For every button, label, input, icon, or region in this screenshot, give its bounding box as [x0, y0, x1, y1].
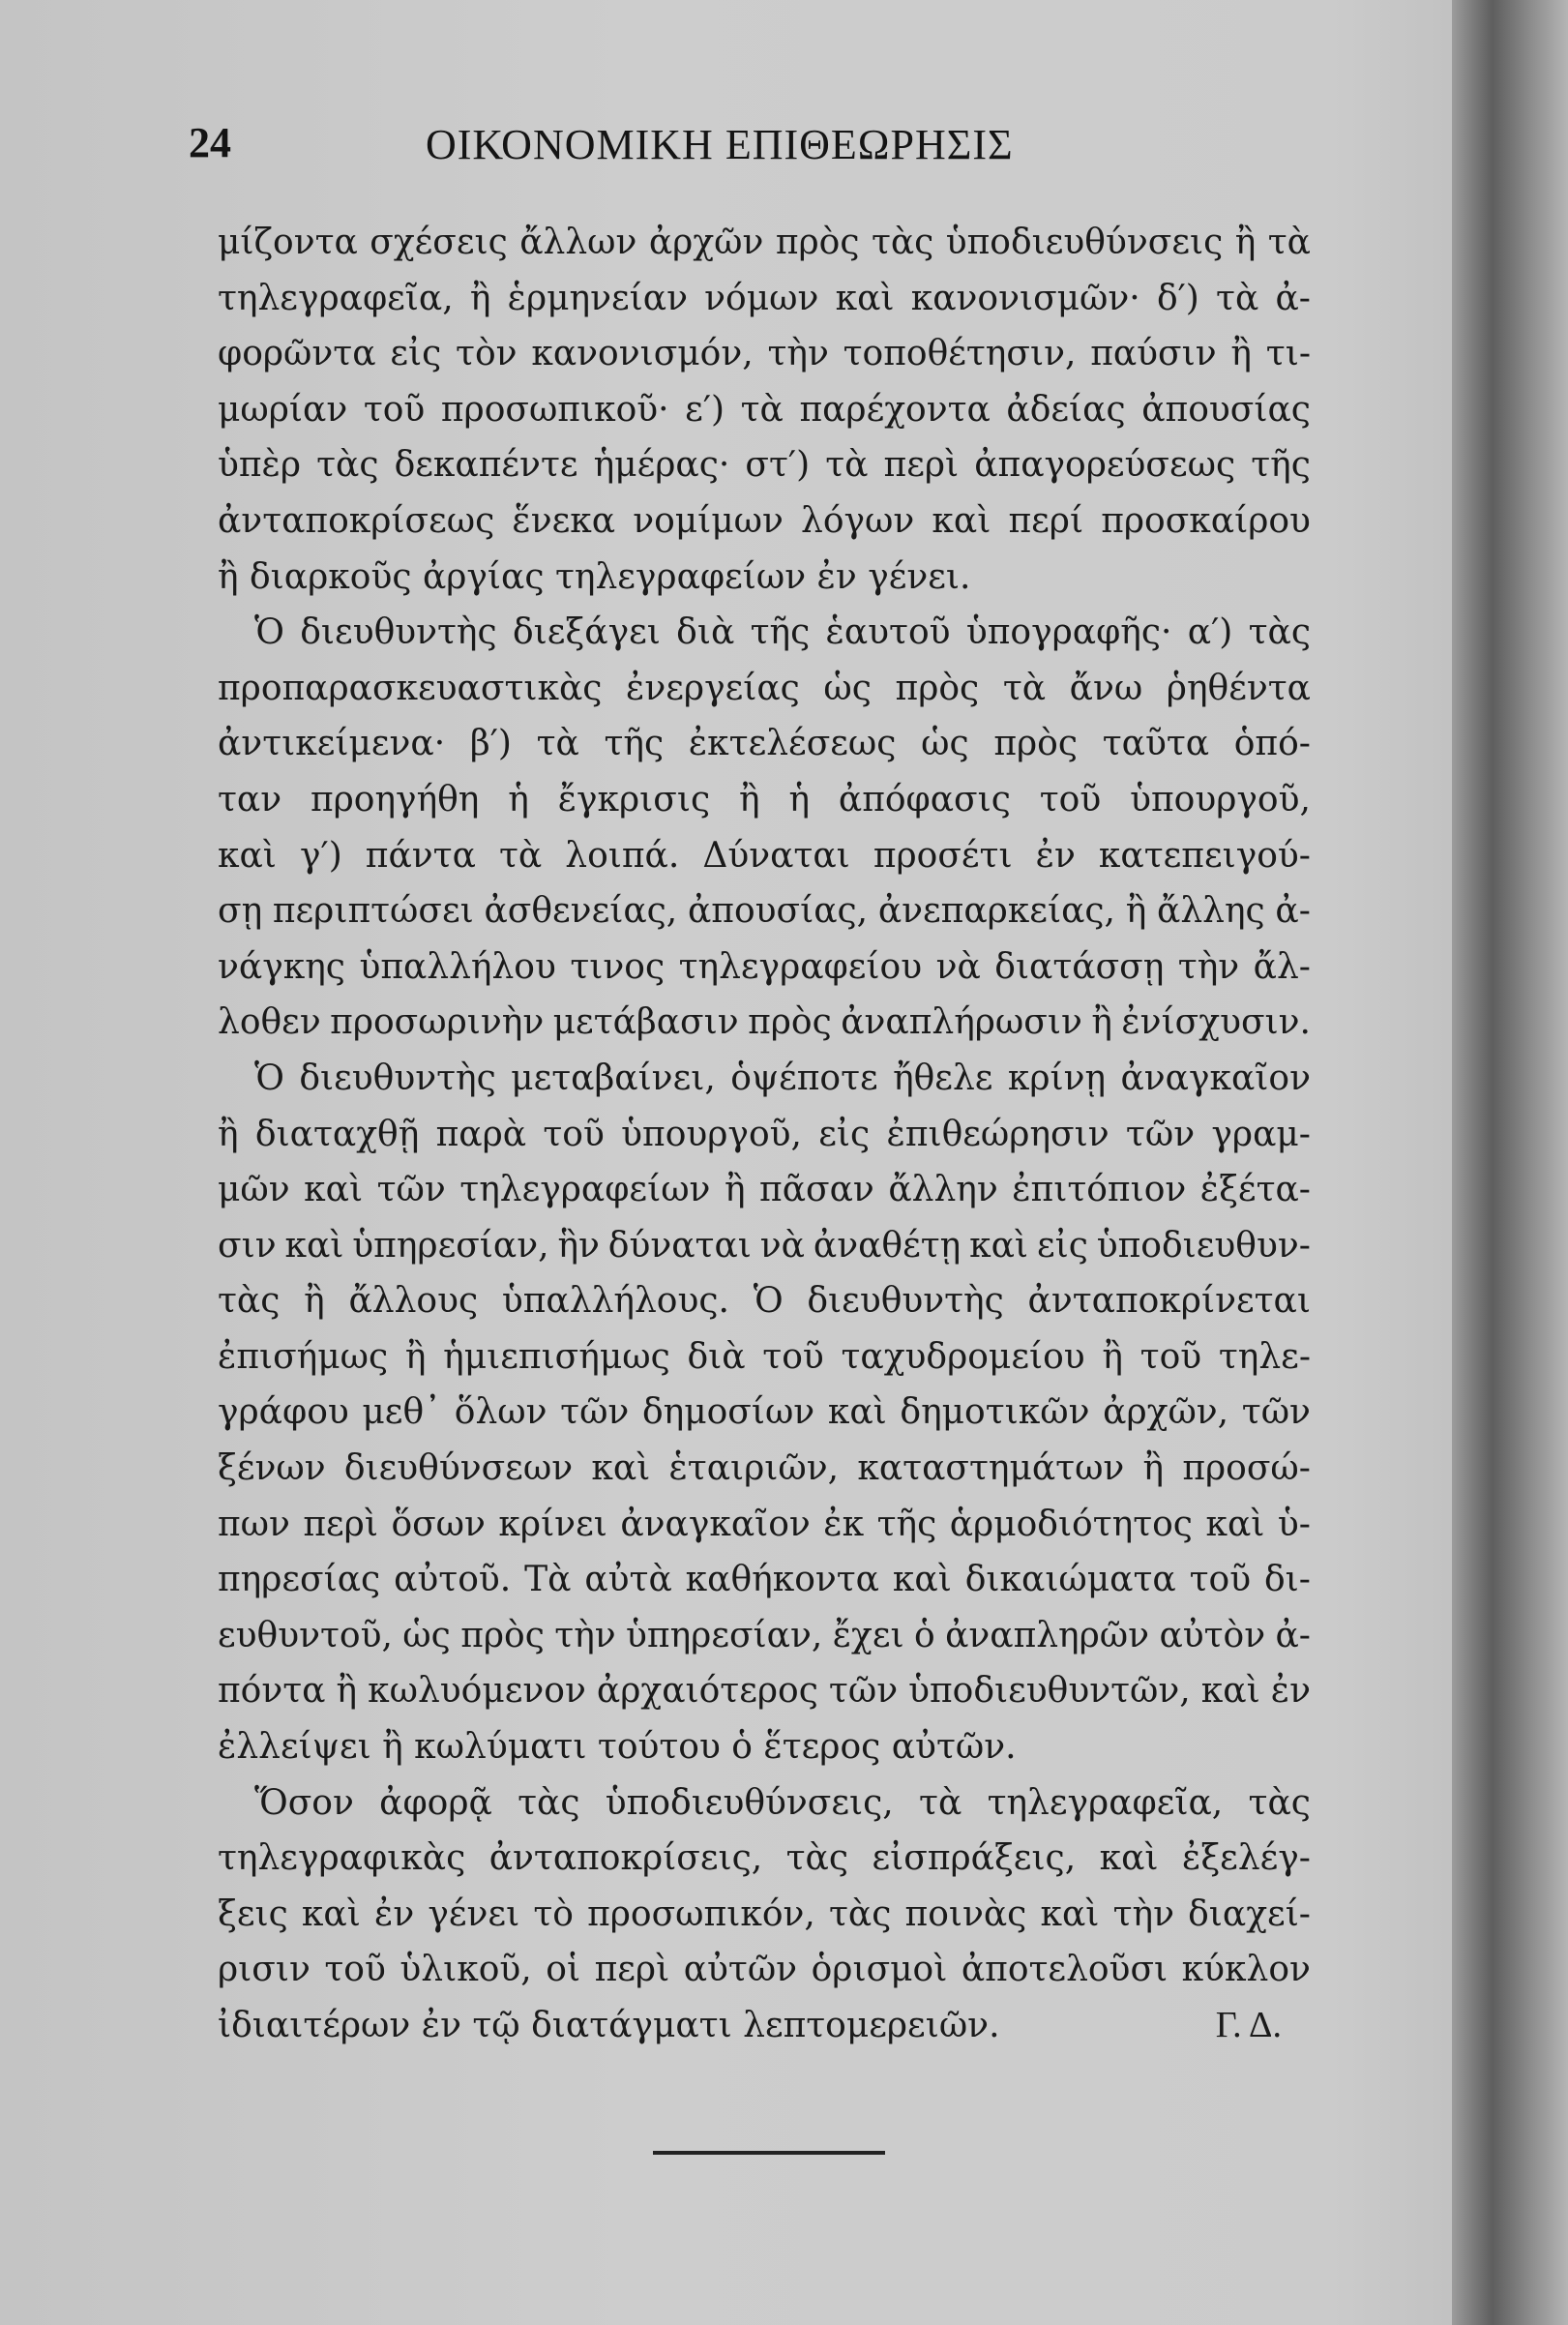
- word: κύκλον: [1181, 1950, 1311, 1990]
- word: ταν: [218, 779, 282, 820]
- text-line: [218, 939, 1311, 996]
- word: ευθυντοῦ,: [218, 1615, 393, 1655]
- word: περὶ: [303, 1504, 378, 1544]
- word: ὑπηρεσίαν,: [352, 1225, 549, 1266]
- word: ἄλλην: [888, 1170, 998, 1210]
- word: δεκαπέντε: [394, 445, 578, 486]
- word: ὡς: [921, 724, 969, 764]
- text-line: [218, 382, 1311, 438]
- word: σῃ: [218, 891, 263, 932]
- word: ξεις: [218, 1893, 288, 1934]
- word: πρὸς: [460, 1615, 545, 1655]
- word: τὸ: [533, 1893, 574, 1934]
- word: ἢ: [404, 1336, 427, 1377]
- word: ἡμιεπισήμως: [443, 1336, 670, 1377]
- word: α′): [1187, 612, 1233, 653]
- word: ἢ: [1102, 1336, 1123, 1377]
- word: ὑλικοῦ,: [399, 1950, 532, 1990]
- word: δημοτικῶν: [900, 1392, 1090, 1433]
- word: Ὁ: [753, 1281, 784, 1322]
- word: ἑρμηνείαν: [507, 278, 688, 318]
- word: κρίνῃ: [1007, 1058, 1107, 1098]
- word: τινος: [570, 946, 666, 987]
- word: τῶν: [376, 1170, 446, 1210]
- author-signature: Γ. Δ.: [1215, 2005, 1282, 2045]
- text-line: [218, 716, 1311, 772]
- text-line: [218, 1107, 1311, 1163]
- word: ὑπαλλήλους.: [501, 1281, 729, 1322]
- word: ἐνίσχυσιν.: [1121, 1002, 1311, 1043]
- word: ἀ-: [1275, 1615, 1311, 1655]
- word: παρέχοντα: [799, 389, 991, 430]
- word: ἕνεκα: [512, 500, 616, 541]
- word: ἀνταποκρίσεως: [218, 500, 495, 541]
- word: τὰ: [825, 445, 869, 486]
- word: κανονισμόν,: [531, 334, 754, 374]
- word: ἔχει: [832, 1615, 904, 1655]
- word: τῶν: [560, 1392, 630, 1433]
- word: τῆς: [604, 724, 665, 764]
- word: τηλεγραφεῖα,: [987, 1782, 1224, 1823]
- word: εἰς: [1036, 1225, 1088, 1266]
- word: τοῦ: [1039, 779, 1102, 820]
- word: καὶ: [1200, 1671, 1260, 1712]
- text-line: [218, 1218, 1311, 1274]
- word: διὰ: [676, 612, 735, 653]
- word: ἢ: [1230, 334, 1252, 374]
- word: αὐτοῦ.: [394, 1560, 512, 1600]
- word: τὰ: [1216, 278, 1259, 318]
- word: ἀναπλήρωσιν: [841, 1002, 1082, 1043]
- word: μῶν: [218, 1170, 290, 1210]
- word: ἀπουσίας,: [687, 891, 869, 932]
- text-line: [218, 1942, 1311, 1998]
- word: ἀσθενείας,: [484, 891, 678, 932]
- text-line: [218, 1719, 1311, 1775]
- word: καὶ: [1099, 1838, 1159, 1879]
- text-line: [218, 437, 1311, 493]
- word: ἄνω: [1069, 668, 1143, 708]
- text-line-content: ἢ διαρκοῦς ἀργίας τηλεγραφείων ἐν γένει.: [218, 556, 971, 597]
- word: ἐπιτόπιον: [1012, 1170, 1187, 1210]
- word: διαταχθῇ: [254, 1114, 420, 1154]
- word: ἀρχῶν,: [1103, 1392, 1229, 1433]
- word: μίζοντα: [218, 223, 358, 262]
- text-line: [218, 1831, 1311, 1887]
- word: καὶ: [969, 1225, 1029, 1266]
- word: ἐξέτα-: [1199, 1170, 1311, 1210]
- text-line: [218, 1385, 1311, 1441]
- word: ἢ: [218, 1114, 239, 1154]
- word: ἀναπληρῶν: [945, 1615, 1150, 1655]
- word: ποινὰς: [904, 1893, 1027, 1934]
- word: κατεπειγού-: [1098, 835, 1311, 876]
- word: καὶ: [591, 1448, 651, 1489]
- word: ἢ: [1125, 891, 1147, 932]
- word: καθήκοντα: [685, 1560, 879, 1600]
- word: τὴν: [1177, 946, 1240, 987]
- word: ἀπουσίας: [1141, 389, 1311, 430]
- word: κωλυόμενον: [368, 1671, 586, 1712]
- word: ἀναθέτῃ: [813, 1225, 962, 1266]
- word: Τὰ: [524, 1560, 572, 1600]
- word: ε′): [685, 389, 725, 430]
- word: ὑποδιευθυντῶν,: [908, 1671, 1191, 1712]
- word: δικαιώματα: [964, 1560, 1176, 1600]
- word: ἄλλους: [348, 1281, 479, 1322]
- word: δι-: [1264, 1560, 1311, 1600]
- word: διευθυντὴς: [807, 1281, 1004, 1322]
- text-line: [218, 326, 1311, 382]
- word: τὰ: [1002, 668, 1047, 708]
- word: ἀναγκαῖον: [620, 1504, 811, 1544]
- page-number: 24: [189, 119, 231, 166]
- word: ὑπογραφῆς·: [965, 612, 1172, 653]
- word: τὰς: [871, 223, 934, 262]
- word: ἐν: [374, 1893, 415, 1934]
- word: φορῶντα: [218, 334, 376, 374]
- text-line: [218, 215, 1311, 271]
- text-line: [218, 1608, 1311, 1664]
- word: καὶ: [218, 835, 277, 876]
- word: ἀδείας: [1006, 389, 1126, 430]
- word: διευθυντὴς: [300, 612, 497, 653]
- word: διαχεί-: [1188, 1893, 1311, 1934]
- word: ὑ-: [1277, 1504, 1311, 1544]
- word: ὑποδιευθυν-: [1096, 1225, 1311, 1266]
- word: τοῦ: [1189, 1560, 1252, 1600]
- text-line: [218, 271, 1311, 327]
- word: λοθεν: [218, 1002, 321, 1043]
- word: τὰ: [740, 389, 784, 430]
- word: μετάβασιν: [552, 1002, 739, 1043]
- text-line-content: ἐλλείψει ἢ κωλύματι τούτου ὁ ἕτερος αὐτῶν.: [218, 1727, 1017, 1768]
- word: τηλε-: [1218, 1336, 1311, 1377]
- word: τῶν: [1241, 1392, 1311, 1433]
- word: νάγκης: [218, 946, 345, 987]
- word: στ′): [745, 445, 811, 486]
- word: καὶ: [301, 1893, 361, 1934]
- word: κρίνει: [498, 1504, 607, 1544]
- word: καὶ: [892, 1560, 952, 1600]
- word: ἀρχαιότερος: [596, 1671, 818, 1712]
- word: τοῦ: [762, 1336, 824, 1377]
- word: τηλεγραφεῖα,: [218, 278, 454, 318]
- text-line: [218, 1441, 1311, 1497]
- word: διεξάγει: [512, 612, 661, 653]
- word: γ′): [300, 835, 342, 876]
- word: διὰ: [687, 1336, 746, 1377]
- word: ὅλων: [454, 1392, 547, 1433]
- word: μεθ᾽: [362, 1392, 442, 1433]
- word: προσκαίρου: [1101, 500, 1311, 541]
- word: ταχυδρομείου: [841, 1336, 1085, 1377]
- word: καὶ: [835, 278, 895, 318]
- word: τὰς: [518, 1782, 580, 1823]
- word: νομίμων: [633, 500, 784, 541]
- word: δημοσίων: [641, 1392, 815, 1433]
- word: ἑαυτοῦ: [825, 612, 951, 653]
- word: ρισιν: [218, 1950, 311, 1990]
- word: τὰ: [1267, 223, 1311, 262]
- word: ἀποτελοῦσι: [961, 1950, 1169, 1990]
- word: ἡ: [508, 779, 529, 820]
- word: σιν: [218, 1225, 277, 1266]
- word: πρὸς: [748, 1002, 832, 1043]
- word: ὑπαλλήλου: [359, 946, 556, 987]
- word: δ′): [1156, 278, 1199, 318]
- word: καὶ: [827, 1392, 887, 1433]
- word: τῆς: [750, 612, 811, 653]
- text-line: [218, 1051, 1311, 1107]
- word: πάντα: [365, 835, 476, 876]
- word: ὡς: [402, 1615, 451, 1655]
- word: ἢ: [336, 1671, 358, 1712]
- word: τὰς: [785, 1838, 849, 1879]
- word: ὁπό-: [1233, 724, 1311, 764]
- word: τὰς: [1248, 612, 1311, 653]
- text-line: [218, 1273, 1311, 1329]
- end-rule: [653, 2151, 885, 2155]
- word: τηλεγραφείων: [459, 1170, 711, 1210]
- word: κανονισμῶν·: [910, 278, 1140, 318]
- word: ἀ-: [1275, 278, 1311, 318]
- word: προσωπικοῦ·: [440, 389, 669, 430]
- word: εἰς: [390, 334, 442, 374]
- article-body: [218, 215, 1311, 2054]
- word: πρὸς: [895, 668, 980, 708]
- word: περιπτώσει: [272, 891, 474, 932]
- text-line-content: ἰδιαιτέρων ἐν τῷ διατάγματι λεπτομερειῶν.: [218, 2006, 1000, 2045]
- book-spine-shadow: [1452, 0, 1568, 2325]
- word: τὴν: [767, 334, 829, 374]
- word: Δύναται: [702, 835, 850, 876]
- word: ἢ: [1142, 1448, 1165, 1489]
- word: ἀντικείμενα·: [218, 724, 446, 764]
- word: εἰς: [818, 1114, 871, 1154]
- word: τι-: [1265, 334, 1311, 374]
- word: πων: [218, 1504, 290, 1544]
- word: περὶ: [883, 445, 960, 486]
- word: ἐν: [1270, 1671, 1311, 1712]
- word: τοῦ: [324, 1950, 386, 1990]
- word: τοποθέτησιν,: [843, 334, 1077, 374]
- word: ἡ: [788, 779, 811, 820]
- word: προσωρινὴν: [330, 1002, 545, 1043]
- word: ἢ: [1234, 223, 1257, 262]
- word: τηλεγραφικὰς: [218, 1838, 466, 1879]
- word: ὑπουργοῦ,: [621, 1114, 802, 1154]
- word: προσωπικόν,: [587, 1893, 815, 1934]
- word: τηλεγραφείου: [678, 946, 923, 987]
- word: εἰσπράξεις,: [872, 1838, 1077, 1879]
- word: τῆς: [1251, 445, 1311, 486]
- text-line: [218, 1663, 1311, 1719]
- running-head: ΟΙΚΟΝΟΜΙΚΗ ΕΠΙΘΕΩΡΗΣΙΣ: [426, 121, 1014, 168]
- word: ἔγκρισις: [557, 779, 711, 820]
- text-line: [218, 772, 1311, 828]
- word: ἢ: [724, 1170, 746, 1210]
- word: ἐν: [1035, 835, 1076, 876]
- word: ἤθελε: [893, 1058, 993, 1098]
- word: τοῦ: [363, 389, 426, 430]
- word: ἄλ-: [1253, 946, 1311, 987]
- word: ὑπηρεσίαν,: [626, 1615, 823, 1655]
- word: β′): [469, 724, 512, 764]
- word: τὰ: [919, 1782, 962, 1823]
- word: Ὅσον: [254, 1782, 354, 1823]
- word: ἄλλης: [1157, 891, 1265, 932]
- text-line: [218, 493, 1311, 550]
- word: αὐτὸν: [1159, 1615, 1266, 1655]
- word: καὶ: [1040, 1893, 1100, 1934]
- word: αὐτὰ: [584, 1560, 672, 1600]
- word: καὶ: [304, 1170, 364, 1210]
- word: ὅσων: [391, 1504, 486, 1544]
- word: ὁψέποτε: [730, 1058, 878, 1098]
- word: ἀρχῶν: [648, 223, 764, 262]
- word: τὰς: [316, 445, 379, 486]
- text-line: [218, 550, 1311, 606]
- word: λοιπά.: [565, 835, 680, 876]
- word: λόγων: [801, 500, 915, 541]
- word: αὐτῶν: [683, 1950, 798, 1990]
- text-line: [218, 1162, 1311, 1218]
- word: ταῦτα: [1102, 724, 1210, 764]
- word: ἐπισήμως: [218, 1336, 389, 1377]
- word: ἐξελέγ-: [1182, 1838, 1311, 1879]
- word: ἢ: [1091, 1002, 1112, 1043]
- page-header: [189, 108, 1282, 176]
- word: παρὰ: [435, 1114, 527, 1154]
- word: νὰ: [935, 946, 981, 987]
- word: ἀνταποκρίσεις,: [488, 1838, 763, 1879]
- text-line: [218, 1887, 1311, 1943]
- word: καὶ: [932, 500, 991, 541]
- text-line: [218, 1329, 1311, 1386]
- word: τὴν: [1112, 1893, 1174, 1934]
- word: προσώ-: [1182, 1448, 1311, 1489]
- word: ὡς: [823, 668, 872, 708]
- word: ἢ: [469, 278, 491, 318]
- word: πηρεσίας: [218, 1560, 381, 1600]
- word: ἀπαγορεύσεως: [974, 445, 1236, 486]
- word: καὶ: [284, 1225, 344, 1266]
- word: πόντα: [218, 1671, 326, 1712]
- word: ἀφορᾷ: [379, 1782, 492, 1823]
- word: ἀπόφασις: [838, 779, 1011, 820]
- word: τοῦ: [543, 1114, 605, 1154]
- word: παύσιν: [1090, 334, 1217, 374]
- word: καὶ: [1205, 1504, 1265, 1544]
- word: ἄλλων: [519, 223, 637, 262]
- word: ἐπιθεώρησιν: [886, 1114, 1109, 1154]
- word: ἐνεργείας: [626, 668, 800, 708]
- word: πρὸς: [993, 724, 1079, 764]
- word: σχέσεις: [370, 223, 508, 262]
- text-line: [218, 605, 1311, 661]
- word: τῶν: [1125, 1114, 1196, 1154]
- text-line: [218, 1998, 1311, 2054]
- word: τὰς: [828, 1893, 892, 1934]
- word: πᾶσαν: [759, 1170, 874, 1210]
- word: πρὸς: [775, 223, 860, 262]
- text-line: [218, 1552, 1311, 1608]
- word: ἀ-: [1275, 891, 1311, 932]
- word: τὸν: [456, 334, 518, 374]
- word: τὰ: [536, 724, 579, 764]
- word: Ὁ: [254, 612, 284, 653]
- word: διευθυντὴς: [299, 1058, 496, 1098]
- word: ξένων: [218, 1448, 326, 1489]
- word: νόμων: [704, 278, 819, 318]
- word: νὰ: [759, 1225, 805, 1266]
- word: τοῦ: [1139, 1336, 1202, 1377]
- text-line: [218, 661, 1311, 717]
- word: γραμ-: [1211, 1114, 1311, 1154]
- word: ἢ: [739, 779, 760, 820]
- word: τὴν: [554, 1615, 616, 1655]
- word: ὁρισμοὶ: [811, 1950, 948, 1990]
- word: ἀναγκαῖον: [1120, 1058, 1311, 1098]
- word: ἀνεπαρκείας,: [877, 891, 1115, 932]
- word: δύναται: [607, 1225, 752, 1266]
- word: τῶν: [828, 1671, 899, 1712]
- word: γένει: [428, 1893, 520, 1934]
- text-line: [218, 883, 1311, 939]
- word: ἁρμοδιότητος: [949, 1504, 1193, 1544]
- word: καταστημάτων: [857, 1448, 1125, 1489]
- word: οἱ: [546, 1950, 581, 1990]
- word: Ὁ: [254, 1058, 284, 1098]
- word: ἐκ: [823, 1504, 865, 1544]
- word: προηγήθη: [310, 779, 480, 820]
- word: διατάσσῃ: [994, 946, 1165, 987]
- word: τὰς: [218, 1281, 281, 1322]
- word: ἀνταποκρίνεται: [1027, 1281, 1311, 1322]
- word: προσέτι: [873, 835, 1013, 876]
- text-line: [218, 828, 1311, 884]
- word: ἑταιριῶν,: [668, 1448, 840, 1489]
- word: περί: [1008, 500, 1084, 541]
- word: γράφου: [218, 1392, 349, 1433]
- word: ὑπουργοῦ,: [1130, 779, 1311, 820]
- word: ἣν: [557, 1225, 600, 1266]
- word: ὑποδιευθύνσεις: [945, 223, 1224, 262]
- text-line: [218, 1497, 1311, 1553]
- text-line: [218, 995, 1311, 1051]
- word: ῥηθέντα: [1166, 668, 1311, 708]
- text-line: [218, 1775, 1311, 1832]
- word: ἢ: [304, 1281, 325, 1322]
- word: μεταβαίνει,: [511, 1058, 716, 1098]
- word: περὶ: [594, 1950, 670, 1990]
- word: ὑποδιευθύνσεις,: [605, 1782, 894, 1823]
- word: ὁ: [914, 1615, 935, 1655]
- word: ἡμέρας·: [593, 445, 730, 486]
- word: μωρίαν: [218, 389, 348, 430]
- word: τῆς: [876, 1504, 937, 1544]
- word: ἐκτελέσεως: [688, 724, 897, 764]
- word: τὰ: [498, 835, 543, 876]
- word: προπαρασκευαστικὰς: [218, 668, 603, 708]
- word: διευθύνσεων: [343, 1448, 574, 1489]
- word: ὑπὲρ: [218, 445, 302, 486]
- word: τὰς: [1248, 1782, 1311, 1823]
